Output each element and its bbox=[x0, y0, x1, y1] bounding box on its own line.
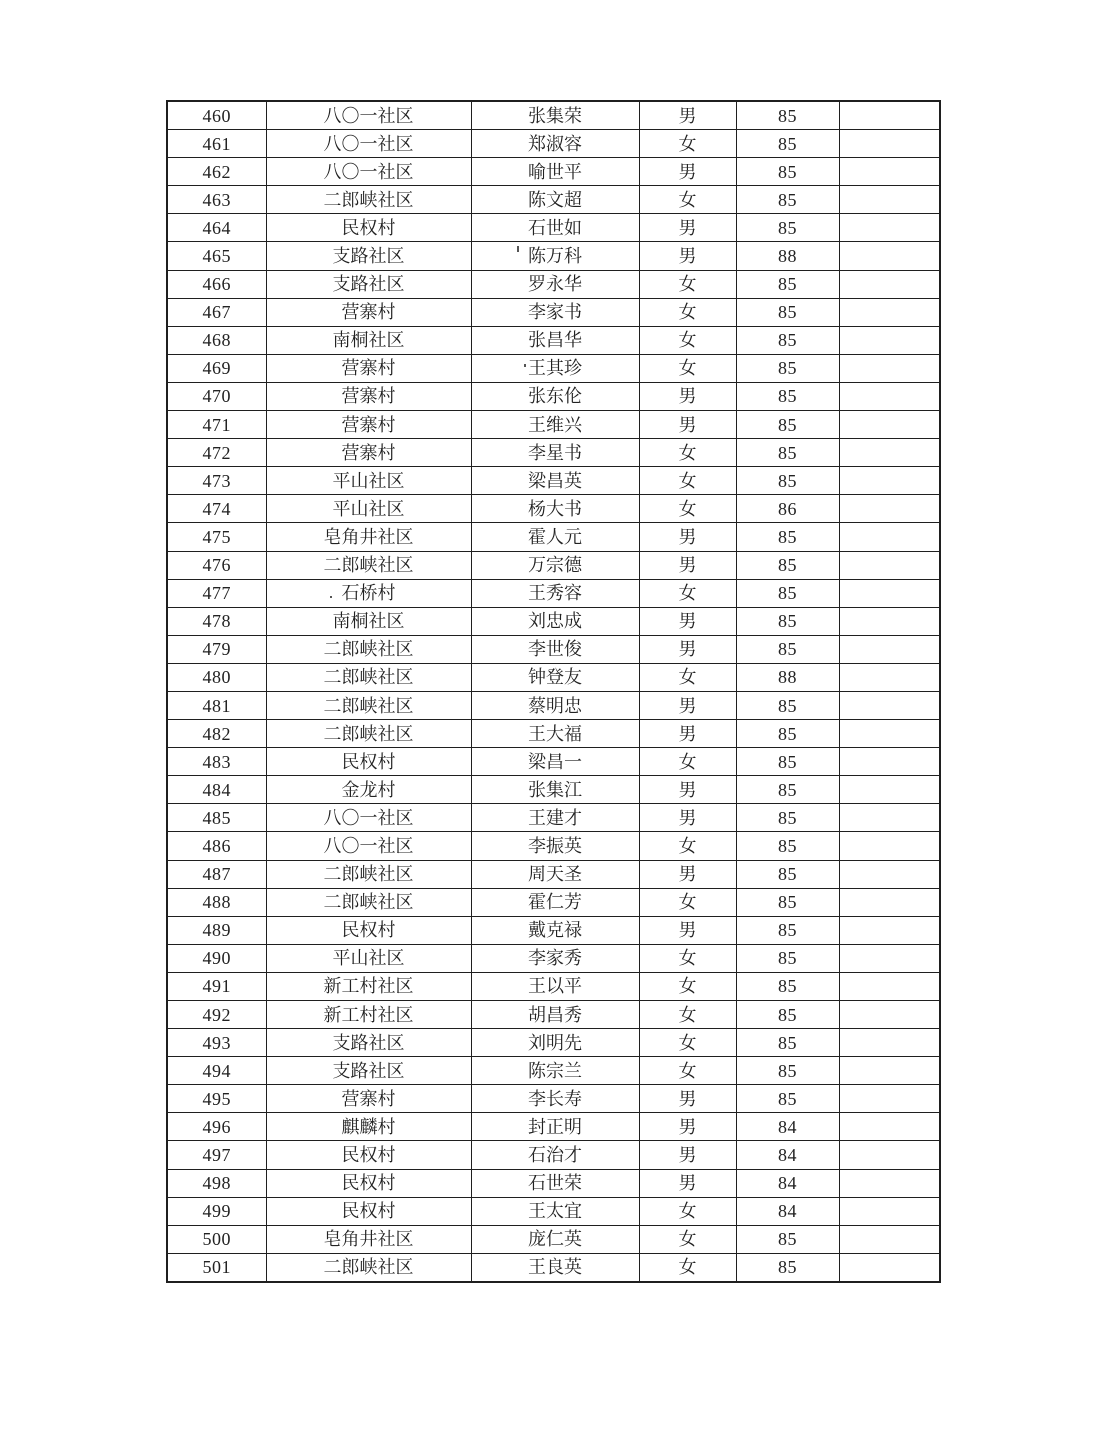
cell-empty bbox=[839, 411, 940, 439]
cell-person-name: 李振英 bbox=[471, 832, 639, 860]
cell-person-name: 李星书 bbox=[471, 439, 639, 467]
cell-gender: 女 bbox=[639, 1197, 736, 1225]
cell-community: 民权村 bbox=[266, 214, 471, 242]
cell-community: 支路社区 bbox=[266, 270, 471, 298]
cell-person-name: 刘忠成 bbox=[471, 607, 639, 635]
cell-empty bbox=[839, 130, 940, 158]
cell-number: 470 bbox=[167, 382, 266, 410]
cell-age: 85 bbox=[736, 635, 839, 663]
cell-age: 85 bbox=[736, 523, 839, 551]
table-row bbox=[167, 214, 940, 242]
cell-person-name: 霍仁芳 bbox=[471, 888, 639, 916]
cell-number: 490 bbox=[167, 944, 266, 972]
cell-empty bbox=[839, 804, 940, 832]
cell-number: 500 bbox=[167, 1225, 266, 1253]
table-row bbox=[167, 1085, 940, 1113]
cell-community: 新工村社区 bbox=[266, 972, 471, 1000]
cell-age: 85 bbox=[736, 551, 839, 579]
table-row bbox=[167, 467, 940, 495]
cell-age: 85 bbox=[736, 467, 839, 495]
table-row bbox=[167, 916, 940, 944]
cell-number: 474 bbox=[167, 495, 266, 523]
cell-gender: 女 bbox=[639, 1225, 736, 1253]
cell-person-name: 郑淑容 bbox=[471, 130, 639, 158]
table-row bbox=[167, 860, 940, 888]
cell-age: 85 bbox=[736, 354, 839, 382]
cell-number: 478 bbox=[167, 607, 266, 635]
cell-number: 476 bbox=[167, 551, 266, 579]
cell-empty bbox=[839, 242, 940, 270]
cell-person-name: 蔡明忠 bbox=[471, 691, 639, 719]
cell-community: 平山社区 bbox=[266, 495, 471, 523]
cell-empty bbox=[839, 1253, 940, 1282]
cell-age: 86 bbox=[736, 495, 839, 523]
cell-empty bbox=[839, 1197, 940, 1225]
cell-person-name: 王维兴 bbox=[471, 411, 639, 439]
cell-person-name: 石世如 bbox=[471, 214, 639, 242]
cell-age: 85 bbox=[736, 270, 839, 298]
scan-artifact-dot bbox=[524, 364, 526, 367]
cell-person-name: 刘明先 bbox=[471, 1029, 639, 1057]
roster-table bbox=[166, 100, 941, 1283]
table-row bbox=[167, 888, 940, 916]
table-row bbox=[167, 1225, 940, 1253]
cell-age: 85 bbox=[736, 1029, 839, 1057]
cell-empty bbox=[839, 354, 940, 382]
cell-gender: 女 bbox=[639, 972, 736, 1000]
cell-age: 85 bbox=[736, 382, 839, 410]
cell-age: 88 bbox=[736, 663, 839, 691]
cell-community: 二郎峡社区 bbox=[266, 1253, 471, 1282]
cell-empty bbox=[839, 748, 940, 776]
table-row bbox=[167, 832, 940, 860]
cell-age: 85 bbox=[736, 101, 839, 130]
cell-number: 471 bbox=[167, 411, 266, 439]
cell-person-name: 李世俊 bbox=[471, 635, 639, 663]
cell-age: 85 bbox=[736, 776, 839, 804]
cell-empty bbox=[839, 1169, 940, 1197]
cell-gender: 女 bbox=[639, 270, 736, 298]
cell-number: 498 bbox=[167, 1169, 266, 1197]
cell-empty bbox=[839, 691, 940, 719]
cell-person-name: 王以平 bbox=[471, 972, 639, 1000]
cell-age: 85 bbox=[736, 579, 839, 607]
table-row bbox=[167, 1253, 940, 1282]
cell-age: 85 bbox=[736, 916, 839, 944]
cell-person-name: 胡昌秀 bbox=[471, 1001, 639, 1029]
cell-person-name: 杨大书 bbox=[471, 495, 639, 523]
cell-community: 二郎峡社区 bbox=[266, 860, 471, 888]
cell-age: 85 bbox=[736, 691, 839, 719]
cell-empty bbox=[839, 1085, 940, 1113]
cell-person-name: 石治才 bbox=[471, 1141, 639, 1169]
cell-community: 金龙村 bbox=[266, 776, 471, 804]
cell-community: 南桐社区 bbox=[266, 607, 471, 635]
cell-community: 麒麟村 bbox=[266, 1113, 471, 1141]
cell-number: 475 bbox=[167, 523, 266, 551]
cell-gender: 男 bbox=[639, 382, 736, 410]
cell-community: 营寨村 bbox=[266, 354, 471, 382]
scan-artifact-dot bbox=[330, 596, 332, 598]
table-row bbox=[167, 748, 940, 776]
table-row bbox=[167, 1197, 940, 1225]
cell-community: 支路社区 bbox=[266, 1057, 471, 1085]
cell-person-name: 王秀容 bbox=[471, 579, 639, 607]
cell-number: 495 bbox=[167, 1085, 266, 1113]
cell-community: 平山社区 bbox=[266, 467, 471, 495]
cell-person-name: 张东伦 bbox=[471, 382, 639, 410]
cell-number: 485 bbox=[167, 804, 266, 832]
cell-age: 85 bbox=[736, 1085, 839, 1113]
cell-community: 皂角井社区 bbox=[266, 523, 471, 551]
cell-community: 南桐社区 bbox=[266, 326, 471, 354]
table-row bbox=[167, 439, 940, 467]
cell-empty bbox=[839, 523, 940, 551]
cell-person-name: 王建才 bbox=[471, 804, 639, 832]
cell-person-name: 庞仁英 bbox=[471, 1225, 639, 1253]
table-row bbox=[167, 691, 940, 719]
table-row bbox=[167, 972, 940, 1000]
table-row bbox=[167, 944, 940, 972]
cell-number: 486 bbox=[167, 832, 266, 860]
table-row bbox=[167, 186, 940, 214]
cell-community: 皂角井社区 bbox=[266, 1225, 471, 1253]
cell-gender: 女 bbox=[639, 130, 736, 158]
table-row bbox=[167, 270, 940, 298]
cell-age: 85 bbox=[736, 607, 839, 635]
cell-empty bbox=[839, 888, 940, 916]
cell-number: 468 bbox=[167, 326, 266, 354]
cell-person-name: 张昌华 bbox=[471, 326, 639, 354]
cell-empty bbox=[839, 579, 940, 607]
cell-community: 八〇一社区 bbox=[266, 158, 471, 186]
cell-number: 488 bbox=[167, 888, 266, 916]
cell-community: 新工村社区 bbox=[266, 1001, 471, 1029]
cell-number: 484 bbox=[167, 776, 266, 804]
cell-gender: 男 bbox=[639, 242, 736, 270]
cell-age: 85 bbox=[736, 1253, 839, 1282]
table-row bbox=[167, 1057, 940, 1085]
cell-person-name: 王大福 bbox=[471, 720, 639, 748]
cell-age: 88 bbox=[736, 242, 839, 270]
cell-gender: 女 bbox=[639, 439, 736, 467]
cell-empty bbox=[839, 776, 940, 804]
table-row bbox=[167, 523, 940, 551]
cell-gender: 男 bbox=[639, 804, 736, 832]
cell-community: 营寨村 bbox=[266, 411, 471, 439]
cell-gender: 男 bbox=[639, 214, 736, 242]
cell-gender: 女 bbox=[639, 888, 736, 916]
cell-person-name: 万宗德 bbox=[471, 551, 639, 579]
table-row bbox=[167, 1113, 940, 1141]
cell-number: 477 bbox=[167, 579, 266, 607]
cell-empty bbox=[839, 467, 940, 495]
cell-age: 84 bbox=[736, 1141, 839, 1169]
cell-gender: 女 bbox=[639, 1029, 736, 1057]
cell-age: 84 bbox=[736, 1113, 839, 1141]
cell-person-name: 霍人元 bbox=[471, 523, 639, 551]
cell-person-name: 钟登友 bbox=[471, 663, 639, 691]
cell-empty bbox=[839, 382, 940, 410]
cell-age: 84 bbox=[736, 1169, 839, 1197]
cell-gender: 男 bbox=[639, 101, 736, 130]
cell-number: 467 bbox=[167, 298, 266, 326]
cell-age: 84 bbox=[736, 1197, 839, 1225]
cell-age: 85 bbox=[736, 1057, 839, 1085]
cell-number: 499 bbox=[167, 1197, 266, 1225]
cell-empty bbox=[839, 158, 940, 186]
cell-gender: 男 bbox=[639, 635, 736, 663]
cell-gender: 男 bbox=[639, 860, 736, 888]
cell-number: 482 bbox=[167, 720, 266, 748]
cell-community: 支路社区 bbox=[266, 1029, 471, 1057]
cell-empty bbox=[839, 1001, 940, 1029]
cell-person-name: 周天圣 bbox=[471, 860, 639, 888]
cell-number: 461 bbox=[167, 130, 266, 158]
cell-empty bbox=[839, 186, 940, 214]
cell-number: 480 bbox=[167, 663, 266, 691]
cell-person-name: 石世荣 bbox=[471, 1169, 639, 1197]
cell-community: 营寨村 bbox=[266, 439, 471, 467]
cell-number: 463 bbox=[167, 186, 266, 214]
cell-gender: 女 bbox=[639, 748, 736, 776]
cell-gender: 女 bbox=[639, 832, 736, 860]
cell-number: 494 bbox=[167, 1057, 266, 1085]
cell-community: 民权村 bbox=[266, 1197, 471, 1225]
cell-community: 支路社区 bbox=[266, 242, 471, 270]
cell-age: 85 bbox=[736, 130, 839, 158]
cell-gender: 男 bbox=[639, 916, 736, 944]
cell-community: 营寨村 bbox=[266, 298, 471, 326]
table-row bbox=[167, 663, 940, 691]
table-row bbox=[167, 298, 940, 326]
table-row bbox=[167, 1141, 940, 1169]
cell-gender: 女 bbox=[639, 298, 736, 326]
cell-empty bbox=[839, 214, 940, 242]
cell-empty bbox=[839, 663, 940, 691]
cell-community: 二郎峡社区 bbox=[266, 720, 471, 748]
cell-age: 85 bbox=[736, 158, 839, 186]
table-row bbox=[167, 720, 940, 748]
cell-empty bbox=[839, 1225, 940, 1253]
cell-gender: 女 bbox=[639, 944, 736, 972]
cell-age: 85 bbox=[736, 888, 839, 916]
cell-gender: 男 bbox=[639, 158, 736, 186]
cell-community: 石桥村 bbox=[266, 579, 471, 607]
cell-person-name: 张集荣 bbox=[471, 101, 639, 130]
cell-community: 二郎峡社区 bbox=[266, 551, 471, 579]
cell-number: 493 bbox=[167, 1029, 266, 1057]
cell-empty bbox=[839, 972, 940, 1000]
cell-number: 497 bbox=[167, 1141, 266, 1169]
table-row bbox=[167, 101, 940, 130]
table-row bbox=[167, 495, 940, 523]
cell-gender: 女 bbox=[639, 579, 736, 607]
cell-gender: 女 bbox=[639, 186, 736, 214]
cell-person-name: 李长寿 bbox=[471, 1085, 639, 1113]
cell-age: 85 bbox=[736, 186, 839, 214]
cell-person-name: 戴克禄 bbox=[471, 916, 639, 944]
cell-person-name: 李家秀 bbox=[471, 944, 639, 972]
cell-community: 二郎峡社区 bbox=[266, 663, 471, 691]
cell-gender: 男 bbox=[639, 720, 736, 748]
cell-age: 85 bbox=[736, 1001, 839, 1029]
cell-empty bbox=[839, 944, 940, 972]
cell-empty bbox=[839, 326, 940, 354]
cell-community: 民权村 bbox=[266, 1141, 471, 1169]
table-row bbox=[167, 635, 940, 663]
table-row bbox=[167, 1001, 940, 1029]
cell-community: 八〇一社区 bbox=[266, 101, 471, 130]
cell-number: 464 bbox=[167, 214, 266, 242]
table-row bbox=[167, 326, 940, 354]
cell-person-name: 陈宗兰 bbox=[471, 1057, 639, 1085]
cell-empty bbox=[839, 551, 940, 579]
cell-person-name: 喻世平 bbox=[471, 158, 639, 186]
cell-gender: 男 bbox=[639, 607, 736, 635]
cell-age: 85 bbox=[736, 832, 839, 860]
cell-empty bbox=[839, 832, 940, 860]
cell-gender: 女 bbox=[639, 326, 736, 354]
cell-community: 二郎峡社区 bbox=[266, 888, 471, 916]
cell-gender: 男 bbox=[639, 691, 736, 719]
table-row bbox=[167, 130, 940, 158]
cell-gender: 男 bbox=[639, 1169, 736, 1197]
cell-community: 平山社区 bbox=[266, 944, 471, 972]
cell-gender: 男 bbox=[639, 523, 736, 551]
cell-community: 八〇一社区 bbox=[266, 804, 471, 832]
cell-age: 85 bbox=[736, 326, 839, 354]
cell-person-name: 陈万科 bbox=[471, 242, 639, 270]
table-row bbox=[167, 411, 940, 439]
cell-person-name: 王太宜 bbox=[471, 1197, 639, 1225]
cell-number: 483 bbox=[167, 748, 266, 776]
cell-gender: 男 bbox=[639, 776, 736, 804]
cell-gender: 男 bbox=[639, 1085, 736, 1113]
cell-age: 85 bbox=[736, 439, 839, 467]
cell-number: 462 bbox=[167, 158, 266, 186]
cell-empty bbox=[839, 916, 940, 944]
cell-person-name: 梁昌一 bbox=[471, 748, 639, 776]
cell-community: 民权村 bbox=[266, 748, 471, 776]
cell-age: 85 bbox=[736, 860, 839, 888]
cell-community: 营寨村 bbox=[266, 382, 471, 410]
cell-empty bbox=[839, 1057, 940, 1085]
cell-community: 二郎峡社区 bbox=[266, 186, 471, 214]
cell-person-name: 罗永华 bbox=[471, 270, 639, 298]
cell-number: 491 bbox=[167, 972, 266, 1000]
cell-number: 479 bbox=[167, 635, 266, 663]
cell-age: 85 bbox=[736, 298, 839, 326]
table-row bbox=[167, 1029, 940, 1057]
cell-gender: 男 bbox=[639, 1113, 736, 1141]
cell-number: 487 bbox=[167, 860, 266, 888]
cell-empty bbox=[839, 495, 940, 523]
cell-person-name: 李家书 bbox=[471, 298, 639, 326]
cell-age: 85 bbox=[736, 720, 839, 748]
cell-empty bbox=[839, 635, 940, 663]
cell-age: 85 bbox=[736, 214, 839, 242]
cell-number: 489 bbox=[167, 916, 266, 944]
cell-empty bbox=[839, 439, 940, 467]
cell-age: 85 bbox=[736, 972, 839, 1000]
table-row bbox=[167, 1169, 940, 1197]
table-row bbox=[167, 776, 940, 804]
cell-community: 民权村 bbox=[266, 916, 471, 944]
cell-empty bbox=[839, 860, 940, 888]
cell-number: 496 bbox=[167, 1113, 266, 1141]
table-row bbox=[167, 158, 940, 186]
cell-empty bbox=[839, 1113, 940, 1141]
cell-gender: 女 bbox=[639, 1253, 736, 1282]
cell-person-name: 张集江 bbox=[471, 776, 639, 804]
table-row bbox=[167, 551, 940, 579]
scan-artifact-dot bbox=[517, 246, 519, 252]
cell-community: 民权村 bbox=[266, 1169, 471, 1197]
cell-empty bbox=[839, 720, 940, 748]
cell-number: 501 bbox=[167, 1253, 266, 1282]
cell-number: 465 bbox=[167, 242, 266, 270]
cell-number: 469 bbox=[167, 354, 266, 382]
cell-gender: 女 bbox=[639, 1057, 736, 1085]
cell-number: 460 bbox=[167, 101, 266, 130]
cell-age: 85 bbox=[736, 748, 839, 776]
table-row bbox=[167, 804, 940, 832]
cell-gender: 男 bbox=[639, 411, 736, 439]
cell-gender: 男 bbox=[639, 551, 736, 579]
cell-person-name: 封正明 bbox=[471, 1113, 639, 1141]
cell-person-name: 梁昌英 bbox=[471, 467, 639, 495]
cell-gender: 女 bbox=[639, 663, 736, 691]
cell-number: 466 bbox=[167, 270, 266, 298]
cell-gender: 女 bbox=[639, 495, 736, 523]
table-row bbox=[167, 382, 940, 410]
cell-age: 85 bbox=[736, 944, 839, 972]
cell-empty bbox=[839, 101, 940, 130]
cell-age: 85 bbox=[736, 804, 839, 832]
cell-number: 481 bbox=[167, 691, 266, 719]
cell-number: 492 bbox=[167, 1001, 266, 1029]
cell-person-name: 王良英 bbox=[471, 1253, 639, 1282]
cell-community: 二郎峡社区 bbox=[266, 691, 471, 719]
cell-community: 营寨村 bbox=[266, 1085, 471, 1113]
table-row bbox=[167, 242, 940, 270]
cell-empty bbox=[839, 1141, 940, 1169]
cell-gender: 女 bbox=[639, 1001, 736, 1029]
table-row bbox=[167, 607, 940, 635]
cell-number: 473 bbox=[167, 467, 266, 495]
cell-empty bbox=[839, 607, 940, 635]
table-row bbox=[167, 579, 940, 607]
table-row bbox=[167, 354, 940, 382]
cell-number: 472 bbox=[167, 439, 266, 467]
cell-gender: 男 bbox=[639, 1141, 736, 1169]
cell-age: 85 bbox=[736, 1225, 839, 1253]
cell-community: 八〇一社区 bbox=[266, 130, 471, 158]
cell-age: 85 bbox=[736, 411, 839, 439]
cell-empty bbox=[839, 1029, 940, 1057]
cell-empty bbox=[839, 270, 940, 298]
cell-empty bbox=[839, 298, 940, 326]
cell-community: 八〇一社区 bbox=[266, 832, 471, 860]
cell-community: 二郎峡社区 bbox=[266, 635, 471, 663]
cell-gender: 女 bbox=[639, 467, 736, 495]
cell-person-name: 陈文超 bbox=[471, 186, 639, 214]
cell-gender: 女 bbox=[639, 354, 736, 382]
cell-person-name: 王其珍 bbox=[471, 354, 639, 382]
